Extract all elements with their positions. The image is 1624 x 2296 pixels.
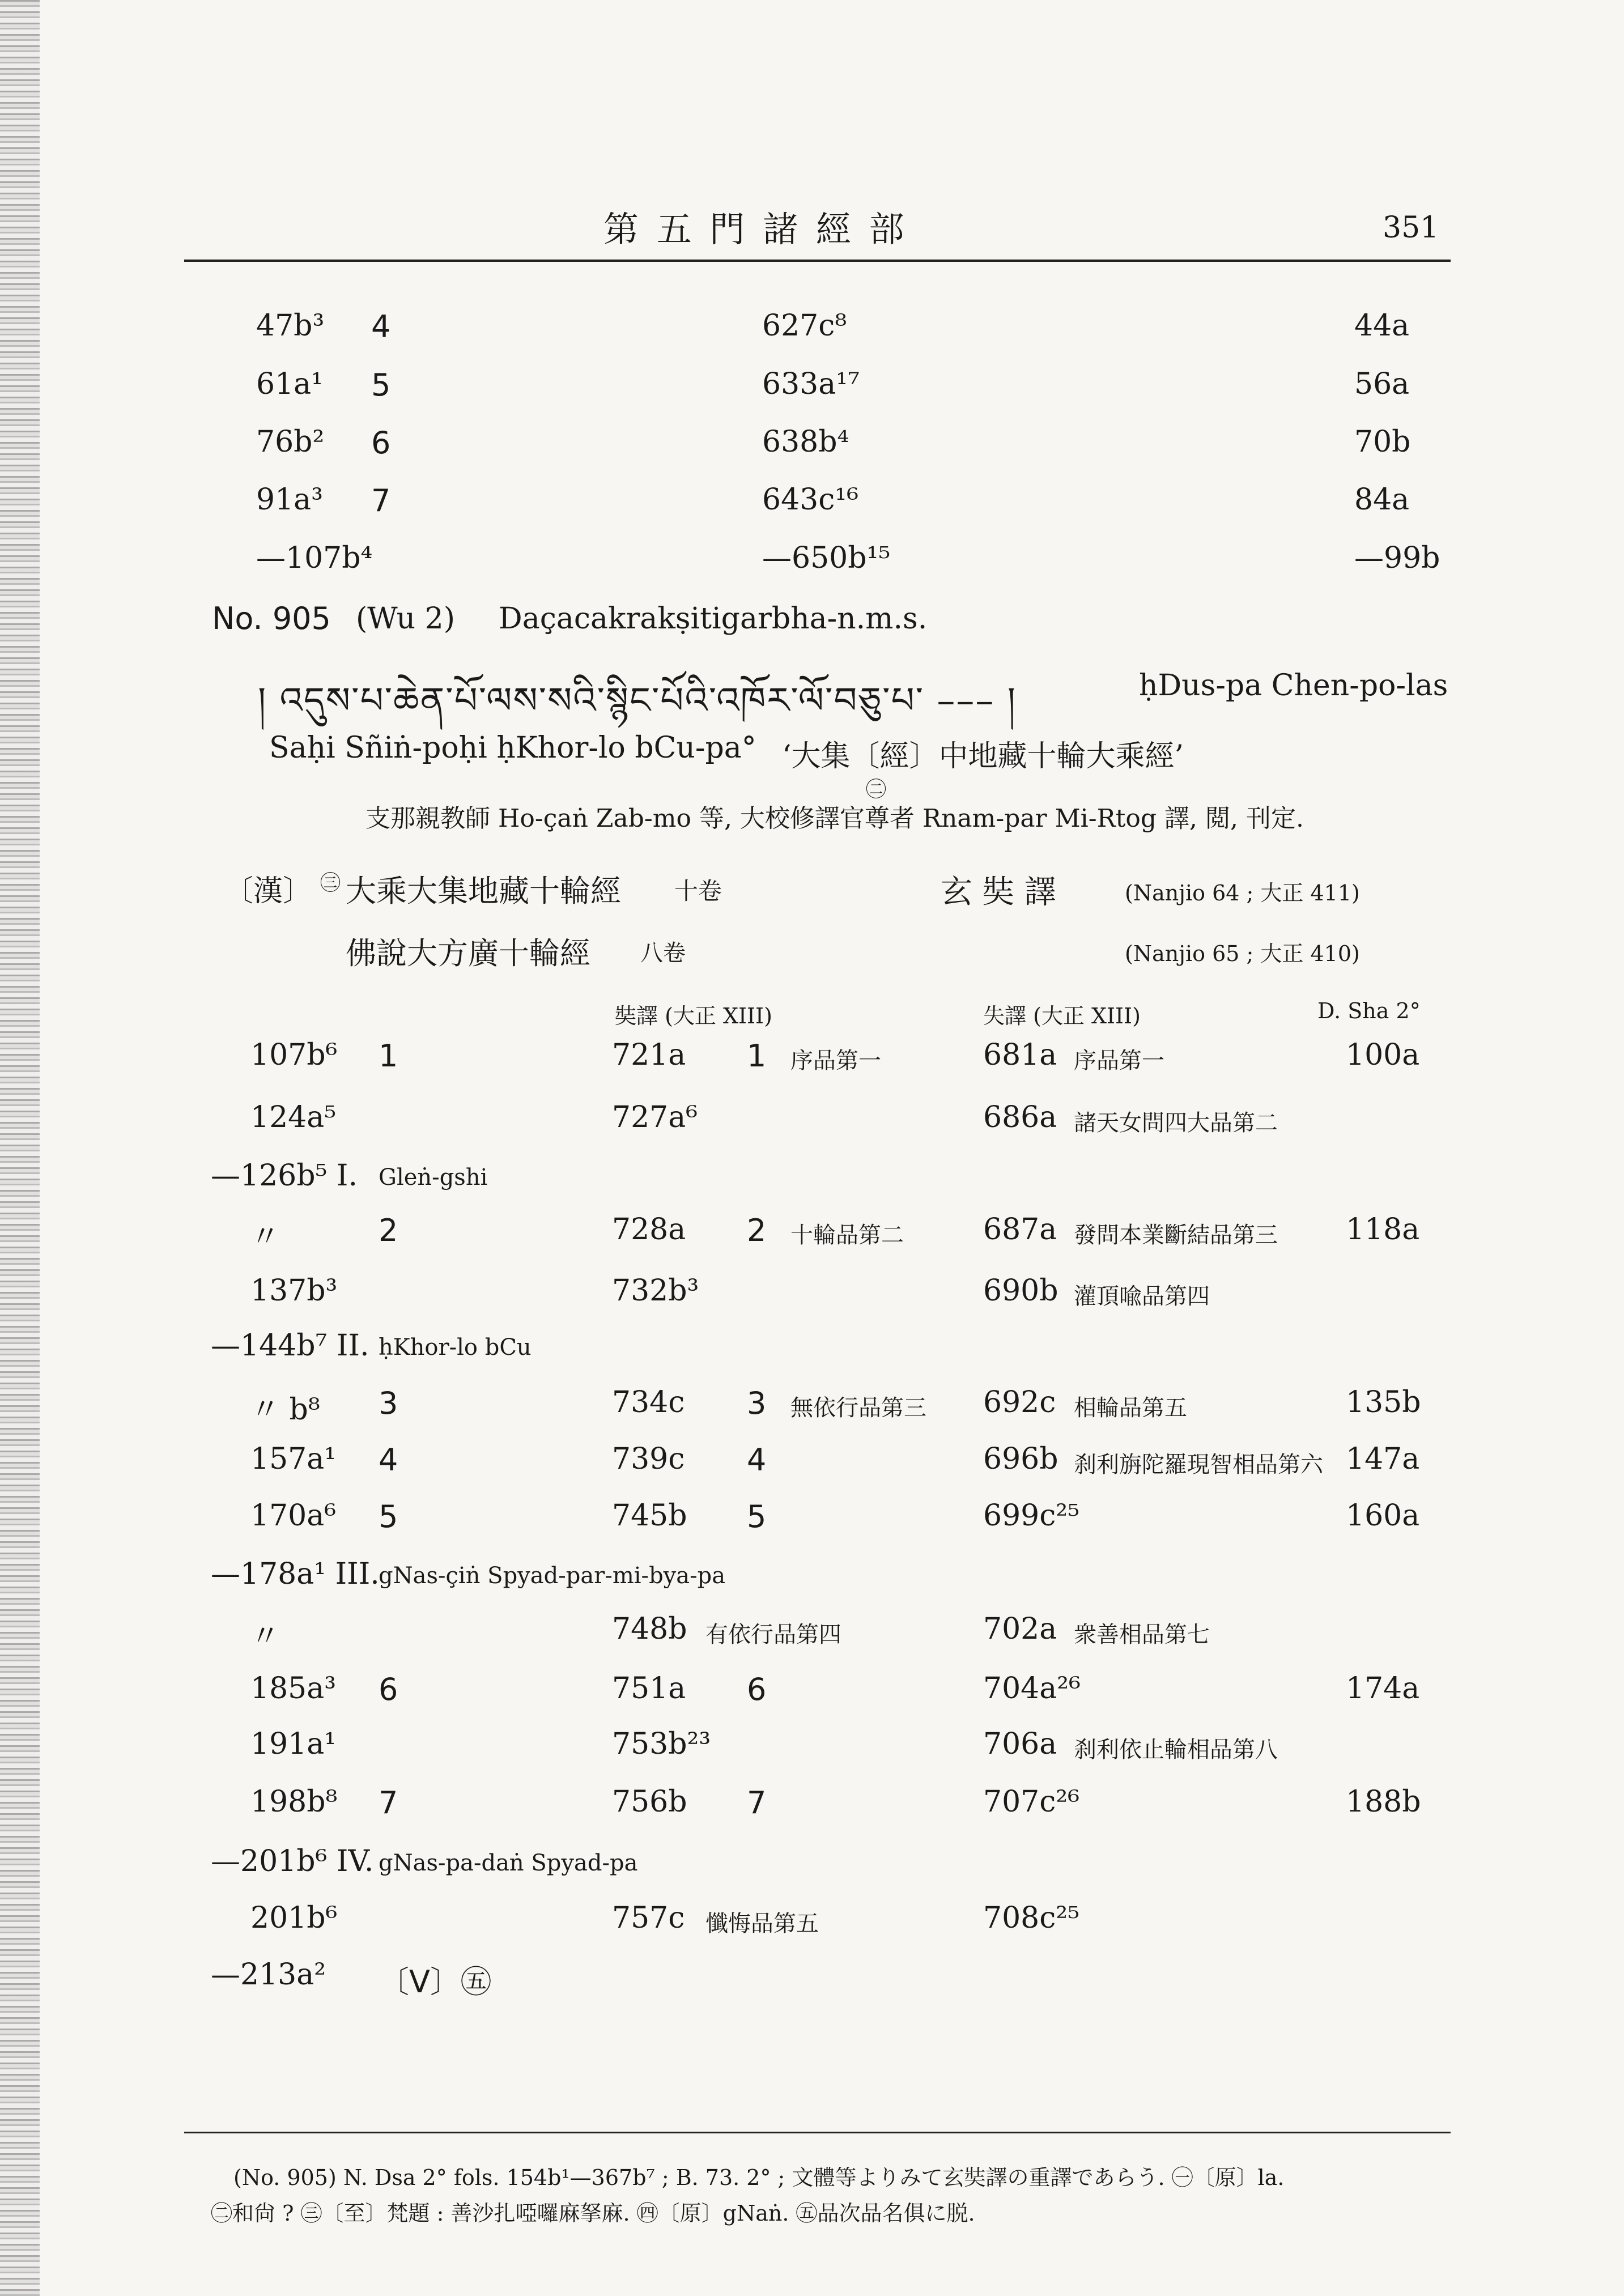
row-anon-ref: 702a — [983, 1612, 1057, 1646]
top-row-ref: 76b² — [256, 425, 325, 459]
row-anon-chapter: 序品第一 — [1074, 1048, 1164, 1074]
row-xuanzang-ref: 728a — [612, 1213, 686, 1247]
tibetan-translit-2: Saḥi Sñiṅ-poḥi ḥKhor-lo bCu-pa° — [269, 731, 756, 765]
han-translator-1: 玄 奘 譯 — [941, 874, 1056, 911]
top-row-ref: —107b⁴ — [256, 541, 373, 575]
row-seg: 〔V〕㊄ — [379, 1964, 491, 2000]
top-row-ref: 61a¹ — [256, 367, 324, 401]
top-row-right: 44a — [1354, 309, 1410, 343]
row-ref: 〃 b⁸ — [250, 1393, 320, 1427]
row-xuanzang-ref: 732b³ — [612, 1274, 699, 1308]
row-derge-ref: 174a — [1346, 1672, 1420, 1706]
row-xuanzang-num: 2 — [747, 1213, 767, 1248]
row-anon-ref: 706a — [983, 1727, 1057, 1761]
row-ref: 198b⁸ — [250, 1785, 338, 1819]
row-derge-ref: 118a — [1346, 1213, 1420, 1247]
chinese-title: ‘大集〔經〕中地藏十輪大乘經’ — [782, 739, 1184, 773]
row-seg: 2 — [379, 1213, 398, 1248]
row-anon-ref: 687a — [983, 1213, 1057, 1247]
entry-paren: (Wu 2) — [356, 602, 456, 636]
row-xuanzang-num: 4 — [747, 1442, 767, 1478]
row-derge-ref: 160a — [1346, 1499, 1420, 1533]
page-number: 351 — [1383, 211, 1439, 245]
han-vol-2: 八卷 — [640, 940, 686, 966]
entry-number: No. 905 — [212, 601, 331, 636]
row-anon-ref: 704a²⁶ — [983, 1672, 1081, 1706]
han-mark: ㊂ — [320, 871, 341, 895]
han-title-2: 佛說大方廣十輪經 — [346, 936, 590, 971]
row-division-title: Gleṅ-gshi — [379, 1164, 488, 1190]
row-anon-ref: 692c — [983, 1385, 1056, 1419]
row-anon-chapter: 諸天女問四大品第二 — [1074, 1110, 1278, 1136]
row-derge-ref: 188b — [1346, 1785, 1421, 1819]
row-xuanzang-chapter: 十輪品第二 — [790, 1222, 904, 1248]
top-row-seg: 6 — [371, 425, 391, 461]
row-xuanzang-chapter: 有依行品第四 — [705, 1622, 841, 1648]
row-anon-chapter: 刹利旃陀羅現智相品第六 — [1074, 1452, 1323, 1478]
top-row-mid: 627c⁸ — [762, 309, 847, 343]
footnote-rule — [184, 2132, 1451, 2133]
row-seg: 4 — [379, 1442, 398, 1478]
row-ref: —201b⁶ IV. — [211, 1844, 374, 1878]
row-anon-ref: 686a — [983, 1100, 1057, 1134]
row-xuanzang-ref: 721a — [612, 1038, 686, 1072]
row-anon-chapter: 灌頂喩品第四 — [1074, 1283, 1210, 1309]
row-anon-chapter: 刹利依止輪相品第八 — [1074, 1737, 1278, 1763]
entry-sanskrit: Daçacakrakṣitigarbha-n.m.s. — [499, 602, 928, 636]
row-xuanzang-ref: 739c — [612, 1442, 685, 1476]
row-xuanzang-ref: 734c — [612, 1385, 685, 1419]
row-anon-chapter: 發問本業斷結品第三 — [1074, 1222, 1278, 1248]
row-xuanzang-num: 3 — [747, 1385, 767, 1421]
row-anon-ref: 690b — [983, 1274, 1058, 1308]
top-row-mid: 638b⁴ — [762, 425, 849, 459]
row-ref: —213a² — [211, 1958, 326, 1992]
row-derge-ref: 135b — [1346, 1385, 1421, 1419]
row-xuanzang-ref: 756b — [612, 1785, 687, 1819]
translators: 支那親教師 Ho-çaṅ Zab-mo 等, 大校修譯官尊者 Rnam-par Mi-Rtog 譯, 閲, 刊定. — [365, 804, 1304, 833]
row-ref: 157a¹ — [250, 1442, 337, 1476]
row-ref: 185a³ — [250, 1672, 337, 1706]
page-header-title: 第 五 門 諸 經 部 — [603, 209, 908, 250]
footnote-line-1: (No. 905) N. Dsa 2° fols. 154b¹—367b⁷ ; B. 73. 2° ; 文體等よりみて玄奘譯の重譯であらう. ㊀〔原〕la. — [233, 2165, 1285, 2190]
han-ref-1: (Nanjio 64 ; 大正 411) — [1125, 881, 1360, 905]
tibetan-translit-1: ḥDus-pa Chen-po-las — [1139, 669, 1448, 703]
row-seg: 7 — [379, 1785, 398, 1821]
col-header-xuanzang: 奘譯 (大正 XIII) — [615, 1004, 772, 1028]
row-xuanzang-ref: 753b²³ — [612, 1727, 711, 1761]
scan-edge — [0, 0, 40, 2296]
row-seg: 1 — [379, 1038, 398, 1074]
top-row-seg: 7 — [371, 483, 391, 518]
row-xuanzang-chapter: 序品第一 — [790, 1048, 881, 1074]
row-ref: —144b⁷ II. — [211, 1329, 369, 1363]
row-anon-ref: 696b — [983, 1442, 1058, 1476]
top-row-seg: 5 — [371, 367, 391, 403]
han-ref-2: (Nanjio 65 ; 大正 410) — [1125, 941, 1360, 966]
top-row-ref: 91a³ — [256, 483, 324, 517]
han-label: 〔漢〕 — [224, 874, 313, 908]
row-xuanzang-ref: 757c — [612, 1901, 685, 1935]
row-ref: 201b⁶ — [250, 1901, 338, 1935]
col-header-derge: D. Sha 2° — [1317, 998, 1421, 1023]
han-vol-1: 十卷 — [674, 877, 722, 905]
row-xuanzang-chapter: 懺悔品第五 — [705, 1911, 819, 1937]
row-xuanzang-ref: 745b — [612, 1499, 687, 1533]
top-row-mid: 643c¹⁶ — [762, 483, 859, 517]
row-derge-ref: 147a — [1346, 1442, 1420, 1476]
row-anon-ref: 681a — [983, 1038, 1057, 1072]
top-row-right: 56a — [1354, 367, 1410, 401]
row-anon-ref: 708c²⁵ — [983, 1901, 1080, 1935]
row-seg: 5 — [379, 1499, 398, 1534]
row-ref: 137b³ — [250, 1274, 338, 1308]
row-xuanzang-num: 6 — [747, 1672, 767, 1707]
tibetan-script: ། འདུས་པ་ཆེན་པོ་ལས་སའི་སྙིང་པོའི་འཁོར་ལོ་བཅུ་པ་ ––– ། — [258, 680, 1017, 722]
row-ref: 107b⁶ — [250, 1038, 338, 1072]
row-ref: —178a¹ III. — [211, 1557, 380, 1591]
top-row-mid: —650b¹⁵ — [762, 541, 891, 575]
row-xuanzang-num: 5 — [747, 1499, 767, 1534]
row-xuanzang-chapter: 無依行品第三 — [790, 1395, 926, 1421]
row-division-title: gNas-çiṅ Spyad-par-mi-bya-pa — [379, 1563, 726, 1589]
row-seg: 3 — [379, 1385, 398, 1421]
top-row-right: 70b — [1354, 425, 1411, 459]
row-seg: 6 — [379, 1672, 398, 1707]
han-title-1: 大乘大集地藏十輪經 — [346, 873, 621, 909]
top-row-ref: 47b³ — [256, 309, 325, 343]
top-row-right: 84a — [1354, 483, 1410, 517]
row-anon-ref: 699c²⁵ — [983, 1499, 1080, 1533]
row-ref: 〃 — [250, 1619, 280, 1653]
row-derge-ref: 100a — [1346, 1038, 1420, 1072]
row-ref: 124a⁵ — [250, 1100, 337, 1134]
col-header-anonymous: 失譯 (大正 XIII) — [983, 1004, 1141, 1028]
row-anon-chapter: 相輪品第五 — [1074, 1395, 1187, 1421]
row-anon-chapter: 衆善相品第七 — [1074, 1622, 1210, 1648]
top-row-right: —99b — [1354, 541, 1440, 575]
row-xuanzang-ref: 727a⁶ — [612, 1100, 698, 1134]
row-xuanzang-num: 7 — [747, 1785, 767, 1821]
row-ref: 〃 — [250, 1220, 280, 1254]
row-division-title: gNas-pa-daṅ Spyad-pa — [379, 1850, 638, 1876]
header-rule — [184, 260, 1451, 262]
row-xuanzang-num: 1 — [747, 1038, 767, 1074]
top-row-mid: 633a¹⁷ — [762, 367, 860, 401]
row-ref: 170a⁶ — [250, 1499, 337, 1533]
row-xuanzang-ref: 751a — [612, 1672, 686, 1706]
row-ref: —126b⁵ I. — [211, 1159, 358, 1193]
top-row-seg: 4 — [371, 309, 391, 345]
row-division-title: ḥKhor-lo bCu — [379, 1334, 532, 1360]
row-ref: 191a¹ — [250, 1727, 337, 1761]
row-xuanzang-ref: 748b — [612, 1612, 687, 1646]
row-anon-ref: 707c²⁶ — [983, 1785, 1080, 1819]
note-mark: ㊁ — [866, 778, 887, 801]
footnote-line-2: ㊁和尙 ? ㊂〔至〕梵題 : 善沙扎啞囉麻拏麻. ㊃〔原〕gNaṅ. ㊄品次品名俱に脱. — [211, 2201, 975, 2226]
